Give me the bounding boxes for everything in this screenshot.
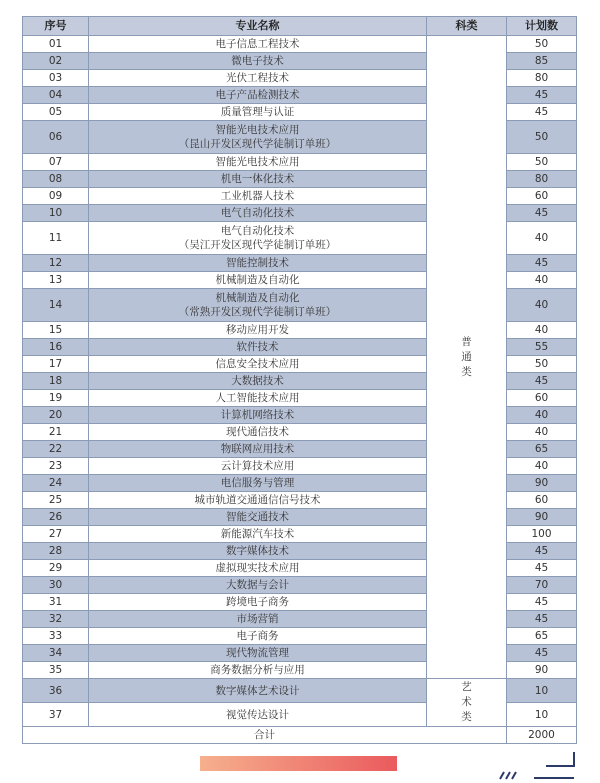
row-plan: 45 [507,594,577,611]
row-seq: 22 [23,441,89,458]
row-seq: 28 [23,543,89,560]
row-plan: 45 [507,373,577,390]
row-major-name [89,373,427,390]
row-seq: 21 [23,424,89,441]
row-seq: 36 [23,679,89,703]
row-seq: 10 [23,205,89,222]
row-seq: 27 [23,526,89,543]
footer-gradient-bar [200,756,397,771]
row-plan: 45 [507,205,577,222]
major-name-line: （吴江开发区现代学徒制订单班） [178,239,337,251]
row-major-name [89,577,427,594]
row-major-name [89,492,427,509]
category-art-label: 艺术类 [461,681,472,723]
row-plan: 40 [507,322,577,339]
row-plan: 60 [507,390,577,407]
major-name-line: 智能控制技术 [226,257,289,269]
major-name-line: 大数据技术 [231,375,284,387]
row-major-name [89,424,427,441]
row-major-name [89,475,427,492]
row-major-name [89,458,427,475]
row-major-name [89,222,427,255]
row-major-name [89,407,427,424]
major-name-line: 工业机器人技术 [220,190,295,202]
major-name-line: 智能交通技术 [226,511,289,523]
row-seq: 15 [23,322,89,339]
row-major-name [89,154,427,171]
row-seq: 34 [23,645,89,662]
total-label: 合计 [23,727,507,744]
major-name-line: 机电一体化技术 [220,173,295,185]
row-plan: 80 [507,70,577,87]
major-name-line: 数字媒体技术 [226,545,289,557]
row-major-name [89,171,427,188]
row-seq: 19 [23,390,89,407]
major-name-line: 软件技术 [236,341,279,353]
major-name-line: 智能光电技术应用 [215,156,300,168]
row-plan: 65 [507,628,577,645]
major-name-line: 移动应用开发 [226,324,289,336]
row-seq: 24 [23,475,89,492]
major-name-line: 跨境电子商务 [226,596,289,608]
row-major-name [89,703,427,727]
row-seq: 26 [23,509,89,526]
row-plan: 90 [507,475,577,492]
row-plan: 70 [507,577,577,594]
major-name-line: 微电子技术 [231,55,284,67]
row-seq: 04 [23,87,89,104]
category-general [427,36,507,679]
row-plan: 40 [507,424,577,441]
major-name-line: 电子信息工程技术 [215,38,300,50]
row-major-name [89,526,427,543]
corner-logo-icon [490,752,576,780]
row-seq: 25 [23,492,89,509]
row-plan: 45 [507,543,577,560]
major-name-line: 电气自动化技术 [220,225,295,237]
row-plan: 50 [507,356,577,373]
major-name-line: 光伏工程技术 [226,72,289,84]
row-major-name [89,188,427,205]
row-plan: 40 [507,272,577,289]
row-seq: 37 [23,703,89,727]
major-name-line: 视觉传达设计 [226,708,289,721]
major-name-line: 现代物流管理 [226,647,289,659]
row-major-name [89,322,427,339]
row-major-name [89,70,427,87]
row-seq: 13 [23,272,89,289]
total-plan: 2000 [507,727,577,744]
category-art [427,679,507,727]
major-name-line: 商务数据分析与应用 [210,664,305,676]
major-name-line: 城市轨道交通通信信号技术 [194,494,321,506]
major-name-line: 现代通信技术 [226,426,289,438]
row-major-name [89,543,427,560]
row-seq: 29 [23,560,89,577]
row-seq: 07 [23,154,89,171]
row-plan: 45 [507,87,577,104]
major-name-line: 物联网应用技术 [220,443,295,455]
table-row [23,679,577,703]
row-seq: 32 [23,611,89,628]
major-name-line: （常熟开发区现代学徒制订单班） [178,306,337,318]
row-seq: 02 [23,53,89,70]
table-header-row [23,17,577,36]
major-name-line: 市场营销 [236,613,279,625]
major-name-line: 数字媒体艺术设计 [215,684,300,697]
row-plan: 50 [507,36,577,53]
row-seq: 20 [23,407,89,424]
row-seq: 33 [23,628,89,645]
row-seq: 09 [23,188,89,205]
row-seq: 03 [23,70,89,87]
row-major-name [89,255,427,272]
enrollment-plan-table [22,16,577,744]
row-seq: 08 [23,171,89,188]
row-seq: 30 [23,577,89,594]
row-plan: 65 [507,441,577,458]
row-major-name [89,390,427,407]
header-major: 专业名称 [89,17,427,36]
row-plan: 40 [507,407,577,424]
row-major-name [89,205,427,222]
row-plan: 90 [507,509,577,526]
row-plan: 80 [507,171,577,188]
row-plan: 85 [507,53,577,70]
row-plan: 10 [507,703,577,727]
major-name-line: 云计算技术应用 [220,460,295,472]
major-name-line: （昆山开发区现代学徒制订单班） [178,138,337,150]
major-name-line: 电气自动化技术 [220,207,295,219]
major-name-line: 电信服务与管理 [220,477,295,489]
major-name-line: 大数据与会计 [226,579,289,591]
major-name-line: 电子产品检测技术 [215,89,300,101]
row-seq: 05 [23,104,89,121]
row-seq: 31 [23,594,89,611]
row-seq: 06 [23,121,89,154]
major-name-line: 质量管理与认证 [220,106,295,118]
row-seq: 12 [23,255,89,272]
major-name-line: 机械制造及自动化 [215,274,300,286]
row-major-name [89,441,427,458]
row-plan: 45 [507,645,577,662]
row-major-name [89,121,427,154]
major-name-line: 虚拟现实技术应用 [215,562,300,574]
header-category: 科类 [427,17,507,36]
row-plan: 45 [507,611,577,628]
row-plan: 50 [507,154,577,171]
row-seq: 18 [23,373,89,390]
major-name-line: 智能光电技术应用 [215,124,300,136]
row-seq: 17 [23,356,89,373]
major-name-line: 新能源汽车技术 [220,528,295,540]
row-plan: 55 [507,339,577,356]
row-seq: 16 [23,339,89,356]
row-major-name [89,611,427,628]
row-major-name [89,339,427,356]
row-plan: 40 [507,289,577,322]
row-major-name [89,679,427,703]
row-major-name [89,356,427,373]
row-plan: 60 [507,492,577,509]
major-name-line: 人工智能技术应用 [215,392,300,404]
table-row [23,36,577,53]
total-row [23,727,577,744]
row-major-name [89,628,427,645]
major-name-line: 电子商务 [236,630,279,642]
row-plan: 45 [507,255,577,272]
row-major-name [89,53,427,70]
row-major-name [89,509,427,526]
row-plan: 60 [507,188,577,205]
row-seq: 35 [23,662,89,679]
row-plan: 10 [507,679,577,703]
row-seq: 01 [23,36,89,53]
row-seq: 23 [23,458,89,475]
row-plan: 90 [507,662,577,679]
row-seq: 14 [23,289,89,322]
major-name-line: 信息安全技术应用 [215,358,300,370]
row-major-name [89,272,427,289]
row-major-name [89,662,427,679]
row-major-name [89,36,427,53]
row-major-name [89,645,427,662]
row-major-name [89,560,427,577]
row-plan: 50 [507,121,577,154]
row-plan: 100 [507,526,577,543]
header-plan: 计划数 [507,17,577,36]
major-name-line: 机械制造及自动化 [215,292,300,304]
row-major-name [89,104,427,121]
category-general-label: 普通类 [461,335,472,378]
row-major-name [89,594,427,611]
row-major-name [89,87,427,104]
row-plan: 45 [507,560,577,577]
row-seq: 11 [23,222,89,255]
header-seq: 序号 [23,17,89,36]
row-plan: 40 [507,222,577,255]
row-major-name [89,289,427,322]
row-plan: 45 [507,104,577,121]
row-plan: 40 [507,458,577,475]
major-name-line: 计算机网络技术 [220,409,295,421]
